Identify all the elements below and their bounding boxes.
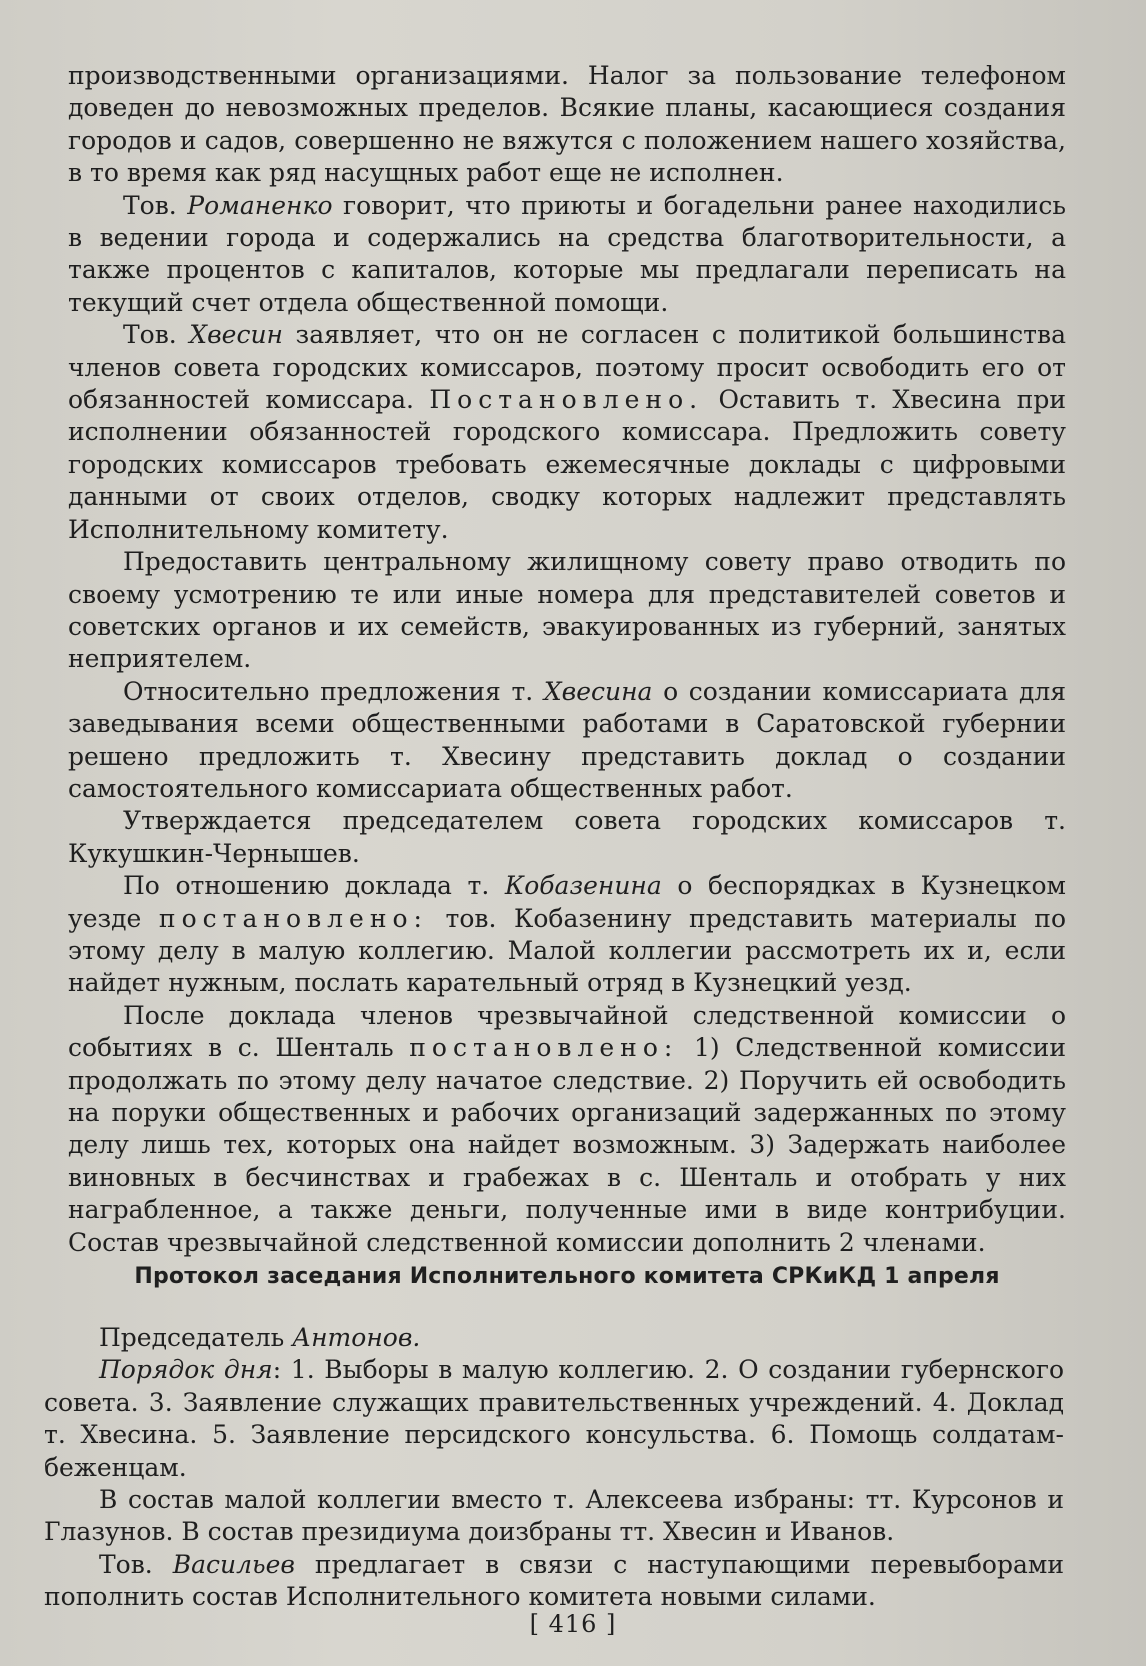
main-text-block [68,60,1066,1259]
paragraph-vasiliev: Тов. Васильев предлагает в связи с наступающими перевыборами пополнить состав Исполнительного комитета новыми силами. [44,1549,1064,1612]
paragraph-romanenko: Тов. Романенко говорит, что приюты и богадельни ранее находились в ведении города и содержались на средства благотворительности, а также процентов с капиталов, которые мы предлагали переписать на текущий счет отдела общественной помощи. [68,190,1066,317]
section-heading: Протокол заседания Исполнительного комитета СРКиКД 1 апреля [134,1264,1000,1289]
paragraph-khvesin-commissariat: Относительно предложения т. Хвесина о создании комиссариата для заведывания всеми общественными работами в Саратовской губернии решено предложить т. Хвесину представить доклад о создании самостоятельного комиссариата общественных работ. [68,676,1066,803]
resolved-label-3: постановлено: [409,1033,679,1063]
person-name-vasiliev: Васильев [172,1549,295,1579]
paragraph-collegium: В состав малой коллегии вместо т. Алексеева избраны: тт. Курсонов и Глазунов. В состав президиума доизбраны тт. Хвесин и Иванов. [44,1485,1064,1547]
paragraph-khvesin-resignation: Тов. Хвесин заявляет, что он не согласен с политикой большинства членов совета городских комиссаров, поэтому просит освободить его от обязанностей комиссара. Постановлено. Оставить т. Хвесина при исполнении обязанностей городского комиссара. Предложить совету городских комиссаров требовать ежемесячные доклады с цифровыми данными от своих отделов, сводку которых надлежит представлять Исполнительному комитету. [68,320,1066,544]
resolved-label: Постановлено. [429,385,704,415]
paragraph-agenda: Порядок дня: 1. Выборы в малую коллегию. 2. О создании губернского совета. 3. Заявление служащих правительственных учреждений. 4. Доклад т. Хвесина. 5. Заявление персидского консульства. 6. Помощь солдатам-беженцам. [44,1355,1065,1482]
paragraph-continuation: производственными организациями. Налог за пользование телефоном доведен до невозможных пределов. Всякие планы, касающиеся создания городов и садов, совершенно не вяжутся с положением нашего хозяйства, в то время как ряд насущных работ еще не исполнен. [68,61,1066,188]
paragraph-kobazenin: По отношению доклада т. Кобазенина о беспорядках в Кузнецком уезде постановлено: тов. Кобазенину представить материалы по этому делу в малую коллегию. Малой коллегии рассмотреть их и, если найдет нужным, послать карательный отряд в Кузнецкий уезд. [68,871,1067,998]
person-name-romanenko: Романенко [187,190,333,220]
paragraph-housing: Предоставить центральному жилищному совету право отводить по своему усмотрению те или иные номера для представителей советов и советских органов и их семейств, эвакуированных из губерний, занятых неприятелем. [68,547,1066,674]
agenda-label: Порядок дня [99,1355,273,1385]
protocol-text-block [44,1322,1064,1614]
paragraph-chairman: Председатель Антонов. [99,1323,421,1352]
person-name-khvesin: Хвесин [189,320,284,350]
paragraph-shental: После доклада членов чрезвычайной следственной комиссии о событиях в с. Шенталь постановлено: 1) Следственной комиссии продолжать по этому делу начатое следствие. 2) Поручить ей освободить на поруки общественных и рабочих организаций задержанных по этому делу лишь тех, которых она найдет возможным. 3) Задержать наиболее виновных в бесчинствах и грабежах в с. Шенталь и отобрать у них награбленное, а также деньги, полученные ими в виде контрибуции. Состав чрезвычайной следственной комиссии дополнить 2 членами. [68,1000,1066,1257]
paragraph-approved: Утверждается председателем совета городских комиссаров т. Кукушкин-Чернышев. [68,806,1066,868]
person-name-kobazenin: Кобазенина [504,871,662,901]
person-name-antonov: Антонов. [292,1323,421,1352]
person-name-khvesin-2: Хвесина [543,676,653,706]
resolved-label-2: постановлено: [158,903,428,933]
page-number: [ 416 ] [529,1610,617,1638]
